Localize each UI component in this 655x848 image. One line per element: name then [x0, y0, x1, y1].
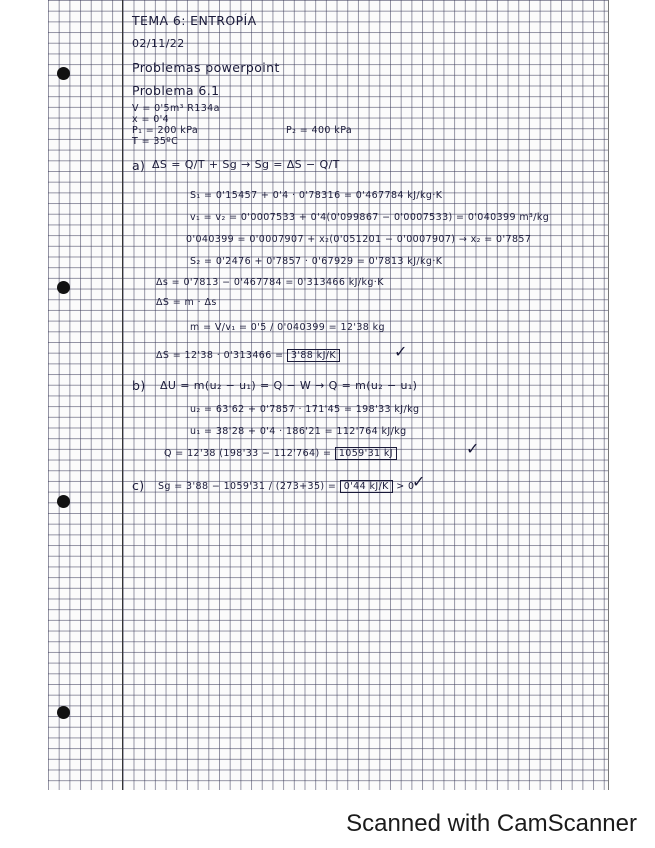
- part-a-line-1: S₁ = 0'15457 + 0'4 · 0'78316 = 0'467784 kJ/kg·K: [190, 190, 443, 201]
- part-a-line-7: m = V/v₁ = 0'5 / 0'040399 = 12'38 kg: [190, 322, 385, 333]
- problem-heading: Problema 6.1: [132, 83, 220, 98]
- part-c-equation: [158, 481, 414, 492]
- part-c-equation-text: Sg = 3'88 − 1059'31 / (273+35) =: [158, 481, 337, 492]
- part-a-line-4: S₂ = 0'2476 + 0'7857 · 0'67929 = 0'7813 kJ/kg·K: [190, 256, 443, 267]
- given-volume: V = 0'5m³ R134a: [132, 103, 220, 114]
- given-pressure-2: P₂ = 400 kPa: [286, 125, 353, 136]
- check-mark-icon: ✓: [466, 439, 480, 458]
- check-mark-icon: ✓: [412, 472, 426, 491]
- part-c-label: c): [132, 478, 145, 493]
- part-a-line-6: ΔS = m · Δs: [156, 297, 217, 308]
- margin-line: [122, 0, 123, 790]
- part-a-line-5: Δs = 0'7813 − 0'467784 = 0'313466 kJ/kg·K: [156, 277, 384, 288]
- part-a-equation: ΔS = Q/T + Sg → Sg = ΔS − Q/T: [152, 158, 340, 171]
- part-c-inequality: > 0: [396, 481, 415, 492]
- subtitle: Problemas powerpoint: [132, 60, 280, 75]
- binder-hole: [57, 495, 70, 508]
- given-pressure-1: P₁ = 200 kPa: [132, 125, 199, 136]
- part-b-label: b): [132, 378, 146, 393]
- given-temperature: T = 35ºC: [132, 136, 179, 147]
- part-b-equation: ΔU = m(u₂ − u₁) = Q − W → Q = m(u₂ − u₁): [160, 379, 418, 392]
- part-b-line-3-text: Q = 12'38 (198'33 − 112'764) =: [164, 448, 332, 459]
- scanner-footer: [0, 808, 655, 840]
- page-title: TEMA 6: ENTROPÍA: [132, 13, 257, 28]
- scanner-watermark: Scanned with CamScanner: [346, 810, 637, 837]
- part-a-result-box: 3'88 kJ/K: [287, 349, 340, 362]
- given-quality: x = 0'4: [132, 114, 170, 125]
- part-a-line-2: v₁ = v₂ = 0'0007533 + 0'4(0'099867 − 0'0007533) = 0'040399 m³/kg: [190, 212, 550, 223]
- check-mark-icon: ✓: [394, 342, 408, 361]
- part-c-result-box: 0'44 kJ/K: [340, 480, 393, 493]
- part-a-line-3: 0'040399 = 0'0007907 + x₂(0'051201 − 0'0007907) → x₂ = 0'7857: [186, 234, 532, 245]
- binder-hole: [57, 67, 70, 80]
- part-b-line-3: [164, 448, 397, 459]
- binder-hole: [57, 706, 70, 719]
- part-b-line-1: u₂ = 63'62 + 0'7857 · 171'45 = 198'33 kJ/kg: [190, 404, 420, 415]
- part-b-result-box: 1059'31 kJ: [335, 447, 397, 460]
- part-a-line-8-text: ΔS = 12'38 · 0'313466 =: [156, 350, 284, 361]
- part-a-line-8: [156, 350, 340, 361]
- binder-hole: [57, 281, 70, 294]
- date: 02/11/22: [132, 37, 185, 50]
- part-b-line-2: u₁ = 38'28 + 0'4 · 186'21 = 112'764 kJ/kg: [190, 426, 407, 437]
- part-a-label: a): [132, 158, 146, 173]
